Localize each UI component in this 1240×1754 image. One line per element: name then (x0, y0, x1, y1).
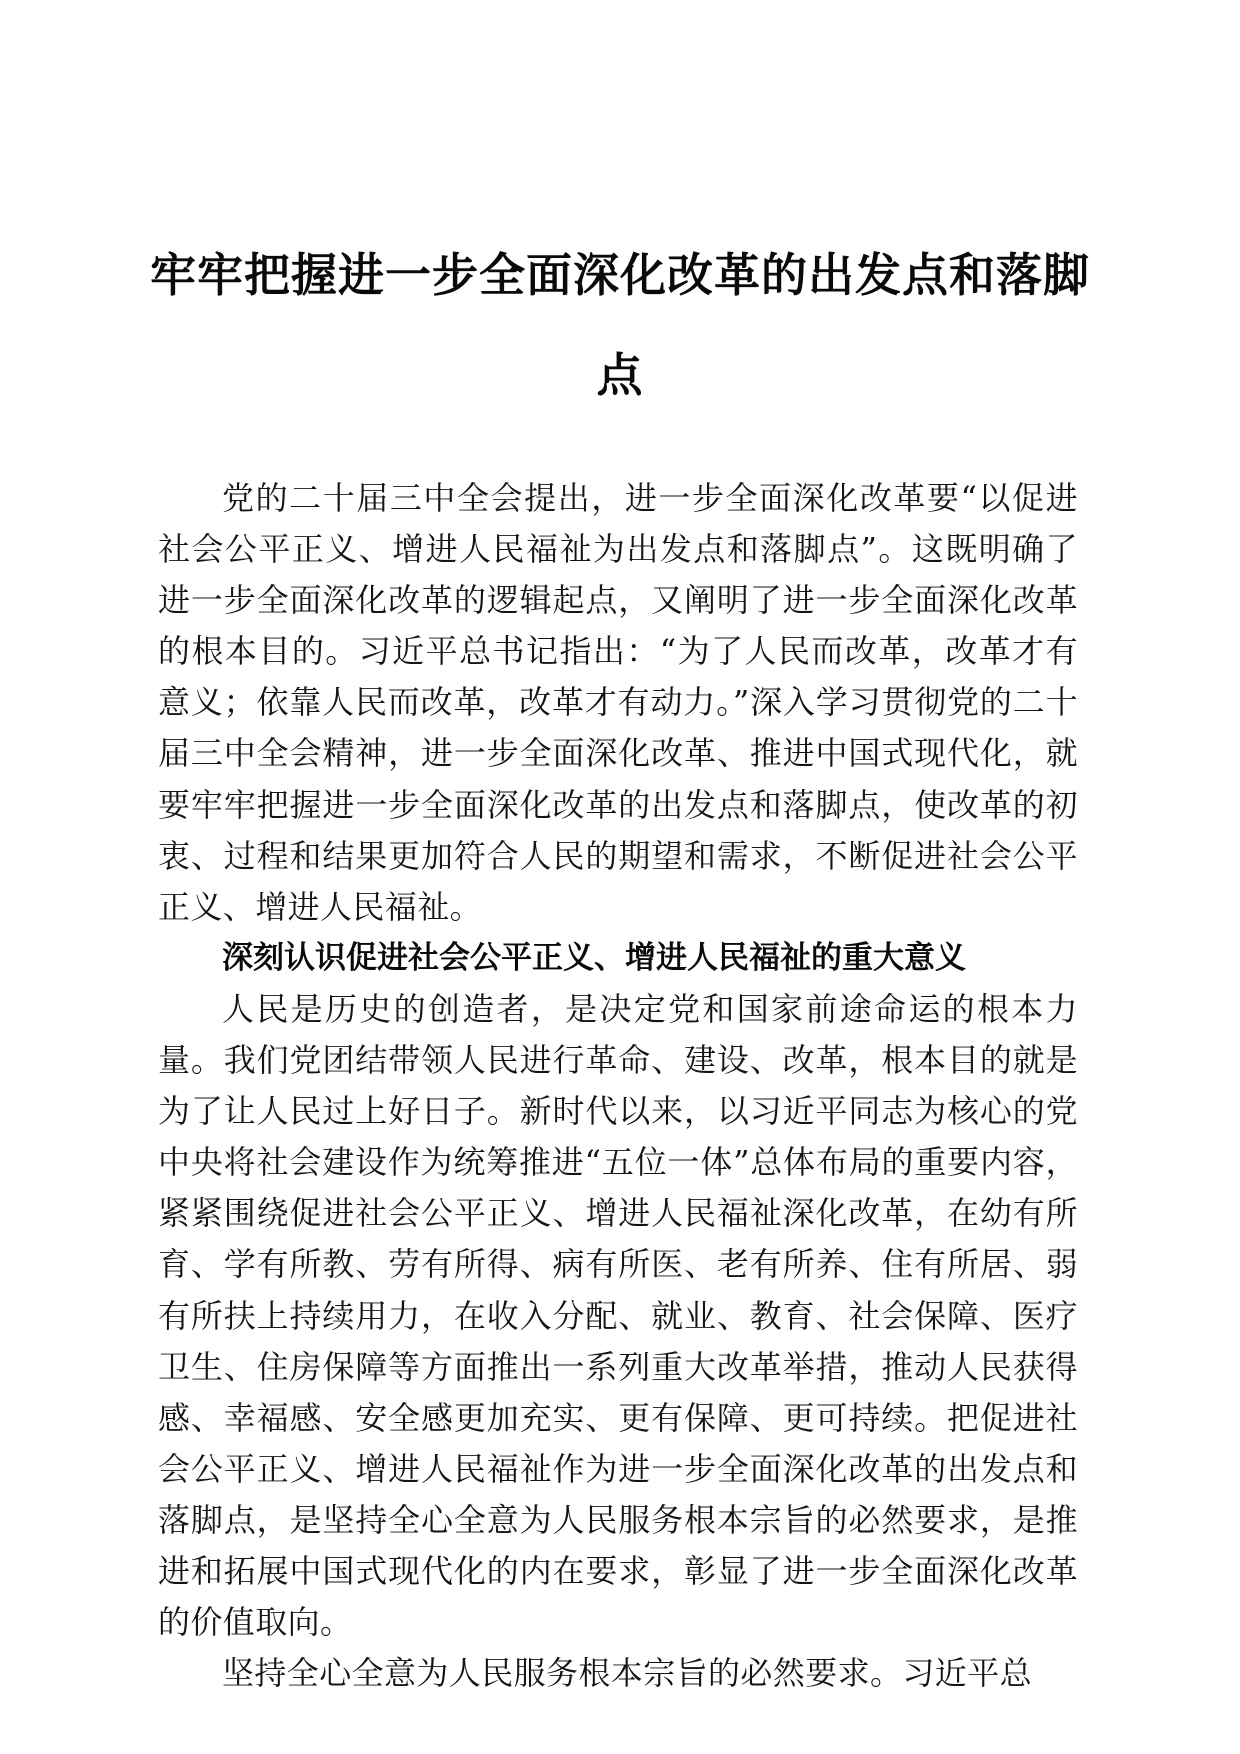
intro-paragraph: 党的二十届三中全会提出，进一步全面深化改革要“以促进社会公平正义、增进人民福祉为出发点和落脚点”。这既明确了进一步全面深化改革的逻辑起点，又阐明了进一步全面深化改革的根本目的。习近平总书记指出：“为了人民而改革，改革才有意义；依靠人民而改革，改革才有动力。”深入学习贯彻党的二十届三中全会精神，进一步全面深化改革、推进中国式现代化，就要牢牢把握进一步全面深化改革的出发点和落脚点，使改革的初衷、过程和结果更加符合人民的期望和需求，不断促进社会公平正义、增进人民福祉。 (158, 479, 1078, 926)
body-paragraph: 人民是历史的创造者，是决定党和国家前途命运的根本力量。我们党团结带领人民进行革命、建设、改革，根本目的就是为了让人民过上好日子。新时代以来，以习近平同志为核心的党中央将社会建设作为统筹推进“五位一体”总体布局的重要内容，紧紧围绕促进社会公平正义、增进人民福祉深化改革，在幼有所育、学有所教、劳有所得、病有所医、老有所养、住有所居、弱有所扶上持续用力，在收入分配、就业、教育、社会保障、医疗卫生、住房保障等方面推出一系列重大改革举措，推动人民获得感、幸福感、安全感更加充实、更有保障、更可持续。把促进社会公平正义、增进人民福祉作为进一步全面深化改革的出发点和落脚点，是坚持全心全意为人民服务根本宗旨的必然要求，是推进和拓展中国式现代化的内在要求，彰显了进一步全面深化改革的价值取向。 (158, 989, 1078, 1642)
section-heading: 深刻认识促进社会公平正义、增进人民福祉的重大意义 (222, 939, 966, 976)
document-body (158, 473, 1078, 1699)
document-title: 牢牢把握进一步全面深化改革的出发点和落脚点 (150, 248, 1090, 402)
subsection-paragraph: 坚持全心全意为人民服务根本宗旨的必然要求。习近平总 (222, 1654, 1033, 1693)
